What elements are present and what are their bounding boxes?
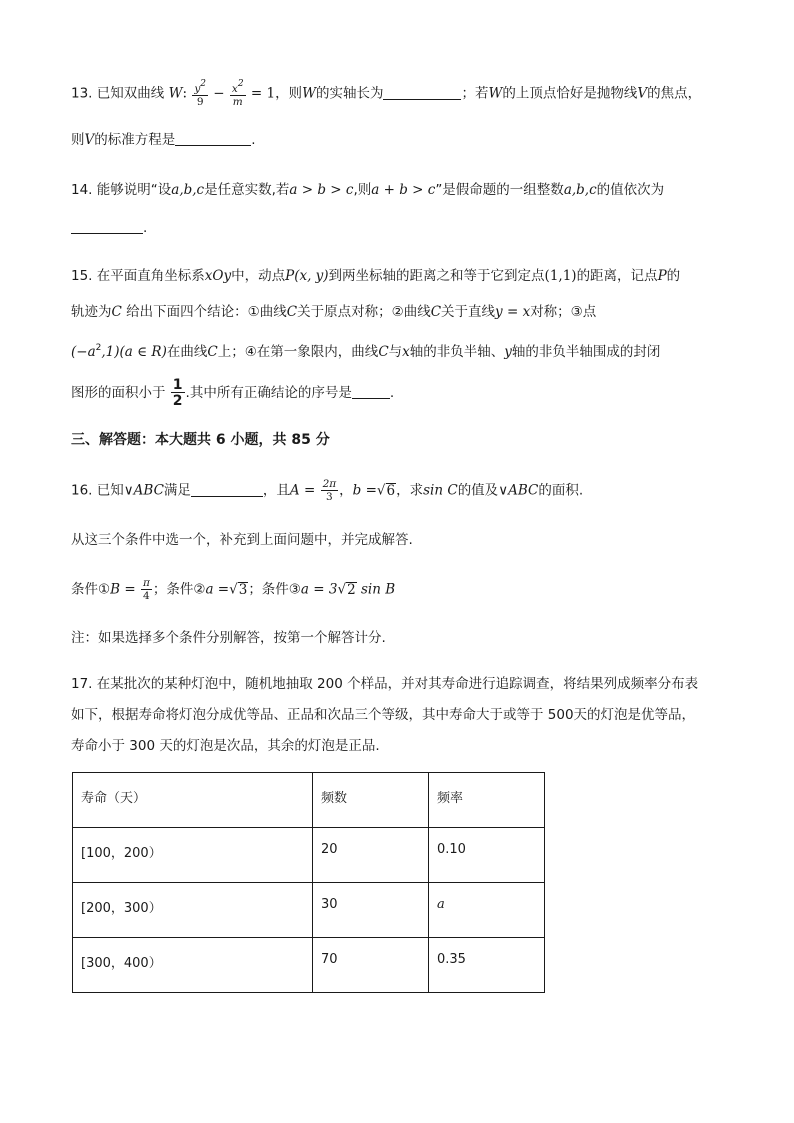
question-17-line-2: 如下，根据寿命将灯泡分成优等品、正品和次品三个等级，其中寿命大于或等于 500天的灯泡是优等品， (71, 707, 696, 723)
table-cell: [200，300） (73, 883, 313, 938)
table-header-row (73, 773, 545, 828)
question-13-line-1: 13. 已知双曲线 W: $\frac{y2}{9}$ − $\frac{x2}{m}$ = 1，则W的实轴长为 ；若W的上顶点恰好是抛物线V的焦点， (71, 79, 702, 108)
question-15-line-4: 图形的面积小于 $\frac{1}{2}$ .其中所有正确结论的序号是 . (71, 377, 395, 409)
fraction-2pi-3: $\frac{2\pi}{3}$ (322, 478, 337, 503)
answer-blank (383, 85, 461, 100)
answer-blank (191, 482, 263, 497)
question-15-line-1: 15. 在平面直角坐标系xOy中，动点P(x, y)到两坐标轴的距离之和等于它到定点(1,1)的距离，记点P的 (71, 268, 681, 284)
question-13-line-2: 则V的标准方程是 . (71, 132, 256, 148)
answer-blank (352, 384, 390, 399)
question-16-line-1: 16. 已知∨ABC满足 ，且A = $\frac{2\pi}{3}$ ，b =√6，求sin C的值及∨ABC的面积. (71, 478, 584, 503)
question-15-line-2: 轨迹为C 给出下面四个结论：①曲线C关于原点对称；②曲线C关于直线y = x对称；③点 (71, 304, 597, 320)
fraction-y2-9: $\frac{y2}{9}$ (194, 79, 206, 108)
table-header-cell: 频数 (313, 773, 429, 828)
table-cell: 70 (313, 938, 429, 993)
question-16-note: 注：如果选择多个条件分别解答，按第一个解答计分. (71, 630, 386, 646)
table-cell: 30 (313, 883, 429, 938)
fraction-pi-4: $\frac{\pi}{4}$ (142, 577, 150, 602)
answer-blank (71, 219, 143, 234)
question-17-line-3: 寿命小于 300 天的灯泡是次品，其余的灯泡是正品. (71, 738, 380, 754)
table-cell: 0.35 (429, 938, 545, 993)
question-17-line-1: 17. 在某批次的某种灯泡中，随机地抽取 200 个样品，并对其寿命进行追踪调查，将结果列成频率分布表 (71, 676, 699, 692)
table-header-cell: 频率 (429, 773, 545, 828)
table-cell: 20 (313, 828, 429, 883)
section-3-heading: 三、解答题：本大题共 6 小题，共 85 分 (71, 432, 330, 448)
frequency-table (72, 772, 545, 993)
table-cell: 0.10 (429, 828, 545, 883)
table-header-cell: 寿命（天） (73, 773, 313, 828)
table-cell: [100，200） (73, 828, 313, 883)
question-16-conditions: 条件①B = $\frac{\pi}{4}$ ；条件②a =√3；条件③a = 3√2 sin B (71, 577, 396, 602)
table-row (73, 828, 545, 883)
answer-blank (175, 131, 251, 146)
question-15-line-3: $(-a^2,1)(a$ ∈ R)在曲线C上；④在第一象限内，曲线C与x轴的非负半轴、y轴的非负半轴围成的封闭 (71, 343, 661, 360)
fraction-one-half: $\frac{1}{2}$ (172, 377, 183, 409)
table-cell: [300，400） (73, 938, 313, 993)
fraction-x2-m: $\frac{x2}{m}$ (231, 79, 244, 108)
table-cell: a (429, 883, 545, 938)
question-16-line-2: 从这三个条件中选一个，补充到上面问题中，并完成解答. (71, 532, 413, 548)
table-row (73, 938, 545, 993)
question-14-line-2: . (71, 218, 147, 238)
question-14-line-1: 14. 能够说明“设a,b,c是任意实数,若a > b > c,则a + b > c”是假命题的一组整数a,b,c的值依次为 (71, 182, 665, 198)
table-row (73, 883, 545, 938)
